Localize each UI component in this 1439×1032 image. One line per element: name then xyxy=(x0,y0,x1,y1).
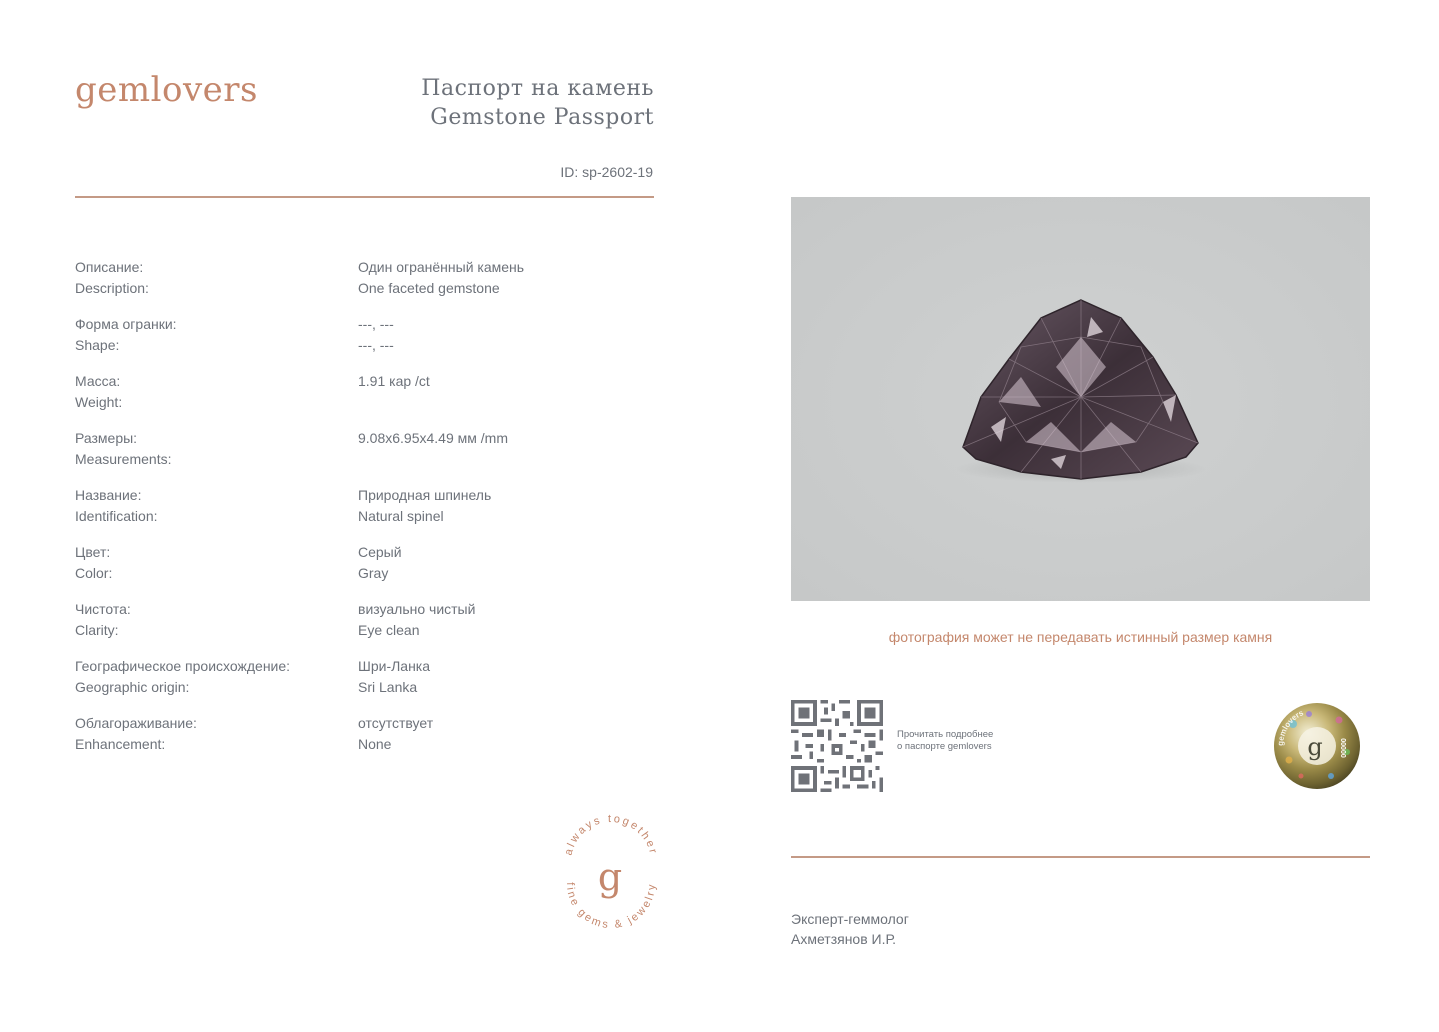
spec-value-en: Sri Lanka xyxy=(358,679,418,695)
spec-value-ru: ---, --- xyxy=(358,316,394,332)
spec-value-en: Gray xyxy=(358,565,389,581)
spec-value-ru: Серый xyxy=(358,544,402,560)
spec-label-en: Shape: xyxy=(75,337,120,353)
spec-label-en: Identification: xyxy=(75,508,158,524)
spec-label-ru: Масса: xyxy=(75,373,121,389)
spec-label-en: Weight: xyxy=(75,394,123,410)
qr-caption-line2: о паспорте gemlovers xyxy=(897,741,992,752)
spec-label-ru: Цвет: xyxy=(75,544,111,560)
signature-divider xyxy=(791,856,1370,858)
spec-label-ru: Чистота: xyxy=(75,601,131,617)
spec-row-clarity xyxy=(75,599,654,656)
spec-row-identification xyxy=(75,485,654,542)
stamp-letter: g xyxy=(597,855,623,899)
hologram-letter: g xyxy=(1307,733,1323,761)
spec-row-origin xyxy=(75,656,654,713)
spec-label-en: Clarity: xyxy=(75,622,119,638)
spec-value-en: One faceted gemstone xyxy=(358,280,500,296)
spec-row-measurements xyxy=(75,428,654,485)
spec-value-en: Natural spinel xyxy=(358,508,444,524)
qr-caption-line1: Прочитать подробнее xyxy=(897,729,994,740)
expert-signature-block xyxy=(791,909,909,949)
expert-title: Эксперт-геммолог xyxy=(791,911,909,927)
qr-caption xyxy=(897,729,993,753)
photo-disclaimer: фотография может не передавать истинный размер камня xyxy=(888,629,1273,645)
brand-logo: gemlovers xyxy=(75,70,258,110)
stamp-top-text: always together xyxy=(562,812,660,857)
spec-value-ru: отсутствует xyxy=(358,715,434,731)
spec-label-ru: Форма огранки: xyxy=(75,316,177,332)
spec-label-en: Enhancement: xyxy=(75,736,166,752)
title-en: Gemstone Passport xyxy=(430,105,654,130)
gemstone-photo xyxy=(791,197,1370,601)
spec-value-ru: 9.08x6.95x4.49 мм /mm xyxy=(358,430,508,446)
spec-label-en: Geographic origin: xyxy=(75,679,190,695)
brand-stamp xyxy=(555,812,665,952)
spec-label-ru: Описание: xyxy=(75,259,144,275)
spec-label-ru: Географическое происхождение: xyxy=(75,658,291,674)
spec-label-ru: Название: xyxy=(75,487,142,503)
hologram-number: 00000 xyxy=(1339,738,1346,758)
spec-value-ru: Один огранённый камень xyxy=(358,259,525,275)
spec-value-en: ---, --- xyxy=(358,337,394,353)
spec-row-shape xyxy=(75,314,654,371)
spec-label-en: Color: xyxy=(75,565,113,581)
spec-value-ru: Природная шпинель xyxy=(358,487,492,503)
spec-value-ru: визуально чистый xyxy=(358,601,476,617)
spec-label-en: Description: xyxy=(75,280,149,296)
spec-value-en: None xyxy=(358,736,392,752)
header-divider xyxy=(75,196,654,198)
spec-row-weight xyxy=(75,371,654,428)
spec-label-en: Measurements: xyxy=(75,451,172,467)
spec-value-ru: 1.91 кар /ct xyxy=(358,373,430,389)
expert-name: Ахметзянов И.Р. xyxy=(791,931,897,947)
spec-value-ru: Шри-Ланка xyxy=(358,658,431,674)
stamp-bottom-text: fine gems & jewelry xyxy=(563,881,659,932)
spec-table xyxy=(75,257,654,770)
spec-label-ru: Облагораживание: xyxy=(75,715,197,731)
spec-row-color xyxy=(75,542,654,599)
document-title xyxy=(421,74,654,132)
qr-code[interactable] xyxy=(791,700,883,792)
spec-row-enhancement xyxy=(75,713,654,770)
passport-id: ID: sp-2602-19 xyxy=(560,164,653,180)
title-ru: Паспорт на камень xyxy=(421,76,654,101)
gemstone-image xyxy=(791,197,1370,601)
spec-row-description xyxy=(75,257,654,314)
hologram-seal xyxy=(1273,702,1361,790)
spec-value-en: Eye clean xyxy=(358,622,420,638)
spec-label-ru: Размеры: xyxy=(75,430,138,446)
hologram-ring-text: gemlovers xyxy=(1275,708,1305,747)
